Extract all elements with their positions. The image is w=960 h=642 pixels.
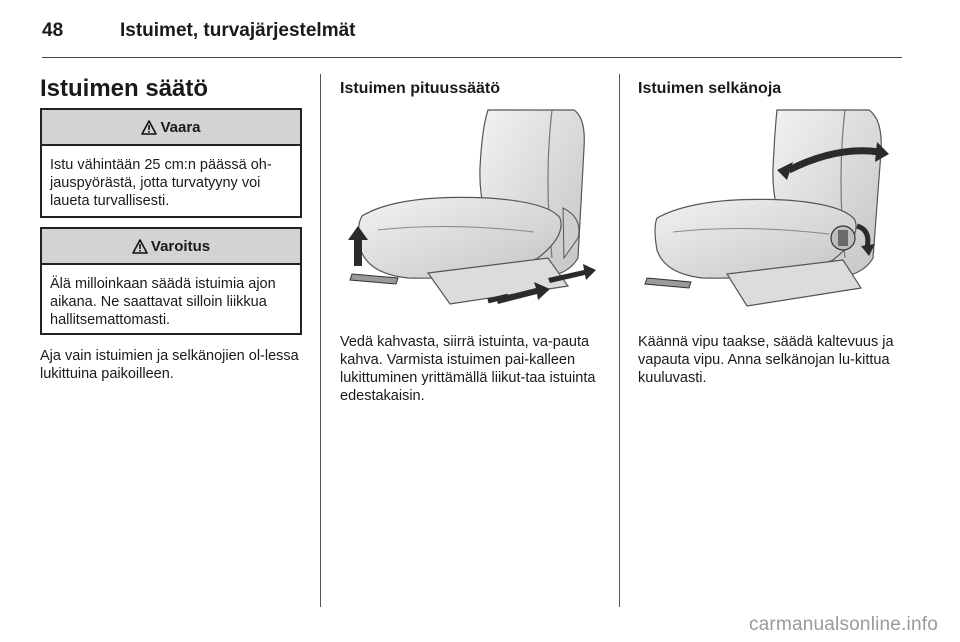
danger-box-text: Istu vähintään 25 cm:n päässä oh-jauspyörästä, jotta turvatyyny voi laueta turvallisesti.: [50, 157, 272, 209]
warning-triangle-icon: [132, 239, 148, 254]
middle-column-title: Istuimen pituussäätö: [340, 80, 501, 97]
danger-box-title: Vaara: [160, 118, 201, 136]
danger-box-header: [42, 110, 300, 146]
column-divider-1: [320, 74, 321, 607]
page-number: 48: [42, 20, 64, 41]
page-header: [42, 18, 902, 58]
watermark: carmanualsonline.info: [748, 614, 938, 635]
right-paragraph: Käännä vipu taakse, säädä kaltevuus ja vapauta vipu. Anna selkänojan lu-kittua kuuluvasti.: [638, 334, 894, 386]
seat-backrest-recline-illustration: [637, 108, 901, 318]
section-title: Istuimen säätö: [40, 75, 209, 102]
seat-fore-aft-adjustment-illustration: [338, 108, 602, 318]
header-divider: [42, 57, 902, 58]
caution-box-text: Älä milloinkaan säädä istuimia ajon aikana. Ne saattavat silloin liikkua hallitsemattomasti.: [50, 276, 276, 328]
right-column-title: Istuimen selkänoja: [638, 80, 782, 97]
danger-box: [40, 108, 302, 218]
caution-box-header: [42, 229, 300, 265]
left-paragraph: Aja vain istuimien ja selkänojien ol-lessa lukittuina paikoilleen.: [40, 348, 299, 382]
caution-box-title: Varoitus: [150, 237, 211, 255]
caution-box: [40, 227, 302, 335]
chapter-title: Istuimet, turvajärjestelmät: [120, 20, 356, 41]
middle-paragraph: Vedä kahvasta, siirrä istuinta, va-pauta kahva. Varmista istuimen pai-kalleen lukittuminen yrittämällä liikut-taa istuinta edestakaisin.: [340, 334, 596, 404]
column-divider-2: [619, 74, 620, 607]
warning-triangle-icon: [141, 120, 157, 135]
